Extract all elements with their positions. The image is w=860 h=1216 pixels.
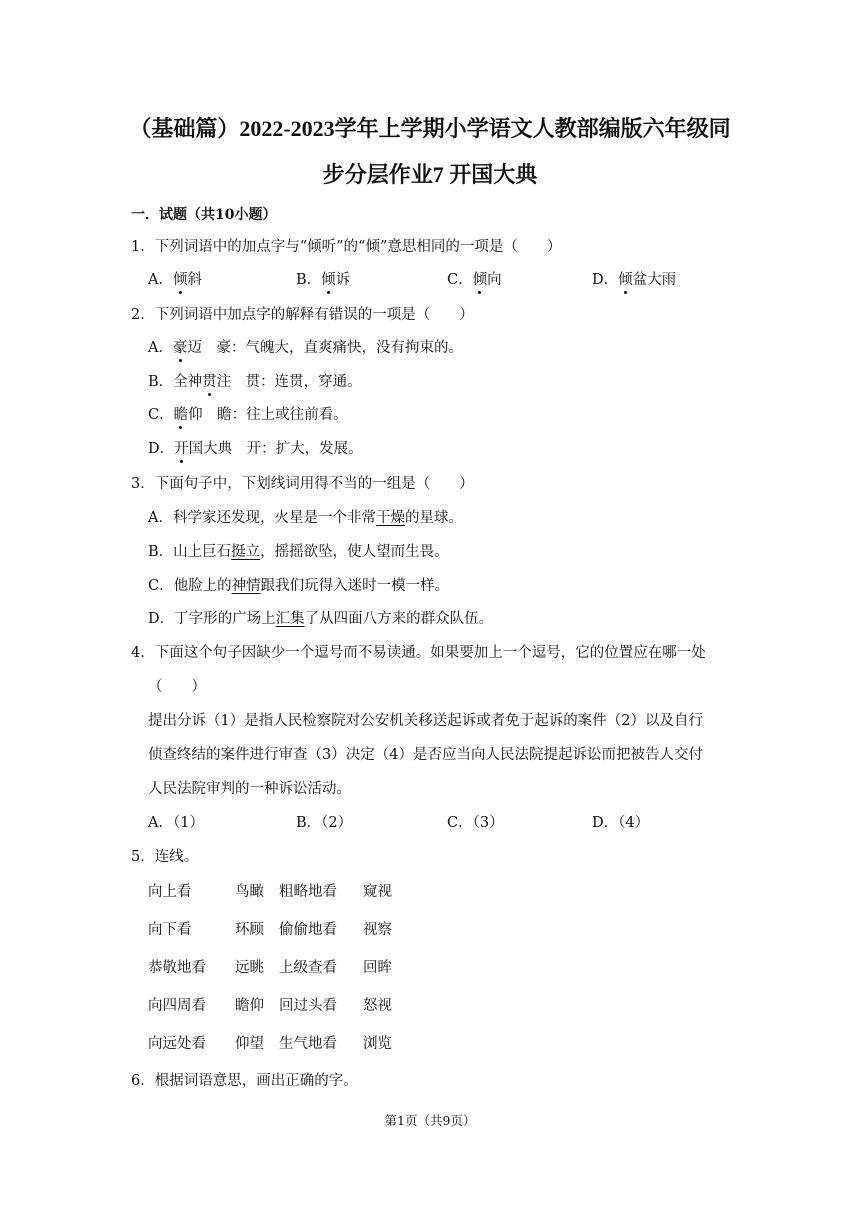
doc-title-line-2: 步分层作业7 开国大典	[322, 162, 538, 187]
q5-cell: 向下看	[148, 922, 192, 938]
q1-option-b: B．倾诉	[296, 268, 350, 289]
q1-stem: 1．下列词语中的加点字与“倾听”的“倾”意思相同的一项是（ ）	[131, 239, 562, 255]
q3-option-d: D．丁字形的广场上汇集了从四面八方来的群众队伍。	[148, 611, 494, 627]
q5-cell: 上级查看	[279, 960, 337, 976]
q2-option-b: B．全神贯注 贯：连贯，穿通。	[148, 370, 362, 391]
doc-title-line-1: （基础篇）2022-2023学年上学期小学语文人教部编版六年级同	[129, 116, 731, 141]
q5-cell: 怒视	[363, 998, 392, 1014]
q4-answer-paren: （ ）	[148, 679, 206, 695]
q5-cell: 回眸	[363, 960, 392, 976]
q4-option-c: C．（3）	[447, 815, 504, 831]
q4-option-d: D．（4）	[592, 815, 650, 831]
q5-cell: 仰望	[235, 1036, 264, 1052]
q4-sentence-line-2: 侦查终结的案件进行审查（3）决定（4）是否应当向人民法院提起诉讼而把被告人交付	[148, 747, 703, 763]
q5-cell: 偷偷地看	[279, 922, 337, 938]
q5-cell: 远眺	[235, 960, 264, 976]
q3-option-b: B．山上巨石挺立，摇摇欲坠，使人望而生畏。	[148, 544, 449, 560]
q5-cell: 向四周看	[148, 998, 206, 1014]
q3-stem: 3．下面句子中，下划线词用得不当的一组是（ ）	[131, 476, 474, 492]
q5-cell: 粗略地看	[279, 884, 337, 900]
q5-cell: 窥视	[363, 884, 392, 900]
q2-option-d: D．开国大典 开：扩大，发展。	[148, 437, 363, 458]
q5-cell: 浏览	[363, 1036, 392, 1052]
q6-stem: 6．根据词语意思，画出正确的字。	[131, 1073, 358, 1089]
q5-cell: 向远处看	[148, 1036, 206, 1052]
q2-option-a: A．豪迈 豪：气魄大，直爽痛快，没有拘束的。	[148, 336, 463, 357]
q4-option-b: B．（2）	[296, 815, 353, 831]
q5-cell: 视察	[363, 922, 392, 938]
q1-option-a: A．倾斜	[148, 268, 202, 289]
page-footer: 第1页（共9页）	[384, 1113, 476, 1128]
q5-cell: 生气地看	[279, 1036, 337, 1052]
q5-cell: 恭敬地看	[148, 960, 206, 976]
q4-stem: 4．下面这个句子因缺少一个逗号而不易读通。如果要加上一个逗号，它的位置应在哪一处	[131, 645, 706, 661]
q4-sentence-line-3: 人民法院审判的一种诉讼活动。	[148, 781, 351, 797]
q2-option-c: C．瞻仰 瞻：往上或往前看。	[148, 403, 348, 424]
q1-option-d: D．倾盆大雨	[592, 268, 676, 289]
q5-cell: 环顾	[235, 922, 264, 938]
q5-cell: 鸟瞰	[235, 884, 264, 900]
q5-cell: 回过头看	[279, 998, 337, 1014]
q4-sentence-line-1: 提出分诉（1）是指人民检察院对公安机关移送起诉或者免于起诉的案件（2）以及自行	[148, 713, 703, 729]
q3-option-c: C．他脸上的神情跟我们玩得入迷时一模一样。	[148, 578, 450, 594]
q1-option-c: C．倾向	[447, 268, 502, 289]
q5-cell: 瞻仰	[235, 998, 264, 1014]
q5-stem: 5．连线。	[131, 849, 199, 865]
section-heading: 一．试题（共10小题）	[131, 207, 277, 223]
q3-option-a: A．科学家还发现，火星是一个非常干燥的星球。	[148, 510, 463, 526]
q4-option-a: A．（1）	[148, 815, 204, 831]
q2-stem: 2．下列词语中加点字的解释有错误的一项是（ ）	[131, 307, 474, 323]
q5-cell: 向上看	[148, 884, 192, 900]
